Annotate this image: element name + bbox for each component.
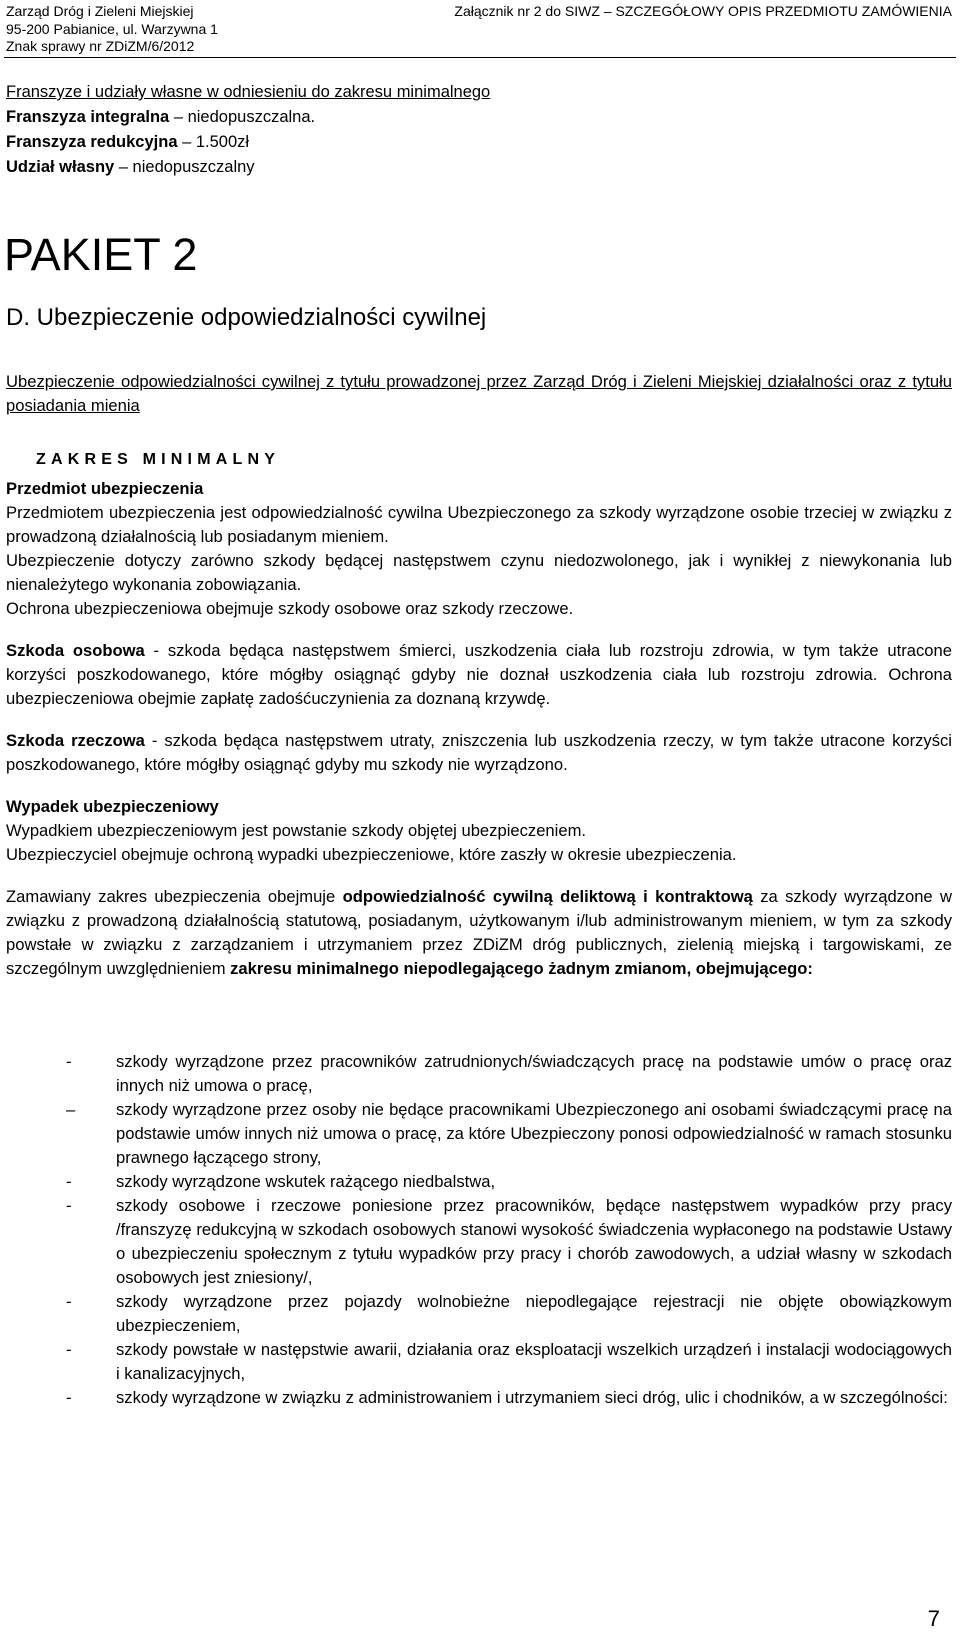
list-dash: - [66, 1052, 72, 1071]
section-d-title: D. Ubezpieczenie odpowiedzialności cywilnej [6, 304, 487, 331]
list-item [6, 1098, 952, 1170]
property-damage-label: Szkoda rzeczowa [6, 731, 145, 750]
property-damage-text: - szkoda będąca następstwem utraty, zniszczenia lub uszkodzenia rzeczy, w tym także utracone korzyści poszkodowanego, które mógłby osiągnąć gdyby mu szkody nie wyrządzono. [6, 731, 952, 774]
subject-paragraph-1: Przedmiotem ubezpieczenia jest odpowiedzialność cywilna Ubezpieczonego za szkody wyrządzone osobie trzeciej w związku z prowadzoną działalnością lub posiadanym mieniem. [6, 503, 952, 546]
list-item-text: szkody powstałe w następstwie awarii, działania oraz eksploatacji wszelkich urządzeń i instalacji wodociągowych i kanalizacyjnych, [116, 1340, 952, 1383]
section-d-subtitle: Ubezpieczenie odpowiedzialności cywilnej z tytułu prowadzonej przez Zarząd Dróg i Zieleni Miejskiej działalności oraz z tytułu posiadania mienia [6, 372, 952, 415]
franchise-integral [6, 105, 490, 130]
page-number: 7 [927, 1606, 940, 1631]
pakiet-title: PAKIET 2 [4, 229, 198, 280]
subject-paragraph-3: Ochrona ubezpieczeniowa obejmuje szkody osobowe oraz szkody rzeczowe. [6, 599, 574, 618]
header-case-number: Znak sprawy nr ZDiZM/6/2012 [6, 38, 195, 54]
list-dash: - [66, 1388, 72, 1407]
scope-list [6, 1050, 952, 1410]
list-dash: - [66, 1292, 72, 1311]
list-item [6, 1386, 952, 1410]
main-body [6, 477, 952, 981]
franchise-reduction-value: – 1.500zł [182, 133, 250, 151]
scope-text-2: za szkody wyrządzone w związku z prowadzoną działalnością statutową, posiadanym, użytkowanym i/lub administrowanym mieniem, w tym za szkody powstałe w związku z zarządzaniem i utrzymaniem przez ZDiZM dróg publicznych, zielenią miejską i targowiskami, ze szczególnym uwzględnieniem [6, 887, 952, 978]
scope-bold-1: odpowiedzialność cywilną deliktową i kontraktową [342, 887, 753, 906]
franchise-heading: Franszyze i udziały własne w odniesieniu do zakresu minimalnego [6, 83, 491, 101]
list-item [6, 1170, 952, 1194]
own-share-value: – niedopuszczalny [118, 158, 255, 176]
franchise-integral-value: – niedopuszczalna. [173, 108, 316, 126]
personal-damage-paragraph [6, 639, 952, 711]
personal-damage-text: - szkoda będąca następstwem śmierci, uszkodzenia ciała lub rozstroju zdrowia, w tym także utracone korzyści poszkodowanego, które mógłby osiągnąć gdyby nie doznał uszkodzenia ciała lub rozstroju zdrowia. Ochrona ubezpieczeniowa obejmie zapłatę zadośćuczynienia za doznaną krzywdę. [6, 641, 952, 708]
list-dash: - [66, 1340, 72, 1359]
franchise-reduction-label: Franszyza redukcyjna [6, 133, 178, 151]
header-org-name: Zarząd Dróg i Zieleni Miejskiej [6, 3, 194, 19]
header-left [6, 3, 218, 56]
property-damage-paragraph [6, 729, 952, 777]
own-share-label: Udział własny [6, 158, 115, 176]
scope-text-1: Zamawiany zakres ubezpieczenia obejmuje [6, 887, 343, 906]
header-address: 95-200 Pabianice, ul. Warzywna 1 [6, 20, 218, 37]
list-item-text: szkody wyrządzone przez pojazdy wolnobieżne niepodlegające rejestracji nie objęte obowiązkowym ubezpieczeniem, [116, 1292, 952, 1335]
list-item-text: szkody wyrządzone wskutek rażącego niedbalstwa, [116, 1172, 496, 1191]
list-item-text: szkody wyrządzone w związku z administrowaniem i utrzymaniem sieci dróg, ulic i chodników, a w szczególności: [116, 1388, 948, 1407]
list-item-text: szkody wyrządzone przez osoby nie będące pracownikami Ubezpieczonego ani osobami świadczącymi pracę na podstawie umów innych niż umowa o pracę, za które Ubezpieczony ponosi odpowiedzialność w ramach stosunku prawnego łączącego strony, [116, 1100, 952, 1167]
list-dash: - [66, 1196, 72, 1215]
scope-bold-2: zakresu minimalnego niepodlegającego żadnym zmianom, obejmującego: [230, 959, 813, 978]
zakres-minimalny-heading: ZAKRES MINIMALNY [36, 451, 281, 468]
list-item-text: szkody osobowe i rzeczowe poniesione przez pracowników, będące następstwem wypadków przy pracy /franszyzę redukcyjną w szkodach osobowych stanowi wysokość świadczenia wypłaconego na podstawie Ustawy o ubezpieczeniu społecznym z tytułu wypadków przy pracy i chorób zawodowych, a udział własny w szkodach osobowych jest zniesiony/, [116, 1196, 952, 1287]
header-attachment-title: Załącznik nr 2 do SIWZ – SZCZEGÓŁOWY OPIS PRZEDMIOTU ZAMÓWIENIA [454, 3, 952, 19]
franchise-reduction [6, 130, 490, 155]
header-divider [4, 57, 956, 58]
incident-paragraph-1: Wypadkiem ubezpieczeniowym jest powstanie szkody objętej ubezpieczeniem. [6, 821, 587, 840]
incident-paragraph-2: Ubezpieczyciel obejmuje ochroną wypadki ubezpieczeniowe, które zaszły w okresie ubezpieczenia. [6, 845, 737, 864]
personal-damage-label: Szkoda osobowa [6, 641, 145, 660]
own-share [6, 155, 490, 180]
list-item [6, 1050, 952, 1098]
incident-heading: Wypadek ubezpieczeniowy [6, 797, 219, 816]
subject-paragraph-2: Ubezpieczenie dotyczy zarówno szkody będącej następstwem czynu niedozwolonego, jak i wynikłej z niewykonania lub nienależytego wykonania zobowiązania. [6, 551, 952, 594]
list-item [6, 1338, 952, 1386]
scope-paragraph [6, 885, 952, 981]
franchise-integral-label: Franszyza integralna [6, 108, 170, 126]
franchise-block [6, 80, 490, 180]
subject-heading: Przedmiot ubezpieczenia [6, 479, 204, 498]
list-dash: - [66, 1172, 72, 1191]
list-item [6, 1290, 952, 1338]
list-item [6, 1194, 952, 1290]
list-item-text: szkody wyrządzone przez pracowników zatrudnionych/świadczących pracę na podstawie umów o pracę oraz innych niż umowa o pracę, [116, 1052, 952, 1095]
list-dash: – [66, 1100, 76, 1119]
